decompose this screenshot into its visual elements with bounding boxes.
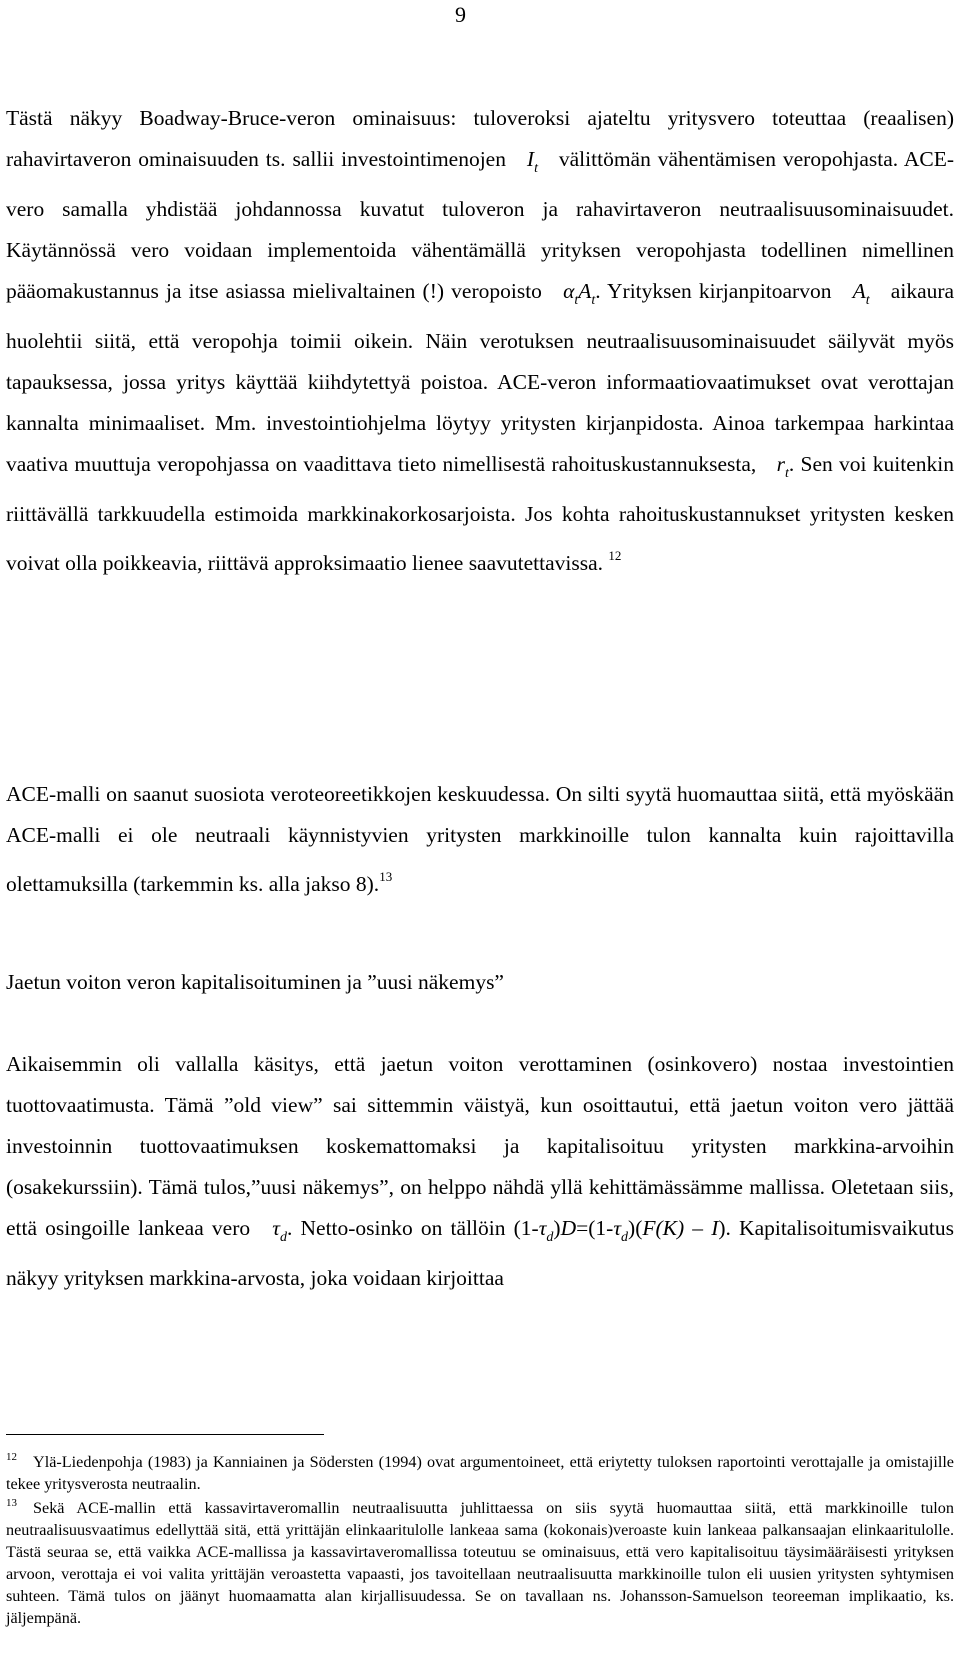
symbol-tau: τ	[538, 1216, 547, 1240]
paragraph-dividend-tax	[6, 1044, 954, 1299]
footnote-ref-13[interactable]: 13	[379, 869, 393, 884]
footnote-text: Ylä-Liedenpohja (1983) ja Kanniainen ja Södersten (1994) ovat argumentoineet, että eriytetty tuloksen raportointi verottajalle ja omistajille tekee yritysverosta neutraalin.	[6, 1453, 954, 1493]
footnote-divider	[6, 1434, 324, 1435]
footnote-12	[6, 1446, 954, 1495]
p1-text-a: Tästä näkyy Boadway-Bruce-veron ominaisuus: tuloveroksi ajateltu yritysvero toteuttaa (reaalisen) rahavirtaveron ominaisuuden ts. sallii investointimenojen	[6, 106, 954, 171]
subscript-t: t	[865, 293, 870, 308]
p1-text-b: välittömän vähentämisen veropohjasta. ACE-vero samalla yhdistää johdannossa kuvatut tuloveron ja rahavirtaveron neutraalisuusominaisuudet. Käytännössä vero voidaan implementoida vähentämällä yrityksen veropohjasta todellinen nimellinen pääomakustannus ja itse asiassa mielivaltainen (!) veropoisto	[6, 147, 955, 303]
footnote-text: Sekä ACE-mallin että kassavirtaveromallin neutraalisuutta juhlittaessa on siis syytä huomauttaa siitä, että markkinoille tulon neutraalisuusvaatimus edellyttää sitä, että yrittäjän elinkaaritulolle lankeaa sama (kokonais)veroaste kuin lankeaa palkansaajan elinkaaritulolle. Tästä seuraa se, että vaikka ACE-mallissa ja kassavirtaveromallissa toteutuu se ominaisuus, että vero kapitalisoituu täysimääräisesti yrityksen arvoon, verottaja ei voi valita yrittäjän veroastetta vapaasti, jos tavoitellaan neutraalisuutta markkinoille tulon eli uusien yritysten syhtymisen suhteen. Tämä tulos on jäänyt huomaamatta alan kirjallisuudessa. Se on tavallaan ns. Johansson-Samuelson teoreeman implikaatio, ks. jäljempänä.	[6, 1499, 954, 1627]
p3-text-d: =(1-	[576, 1216, 614, 1240]
paragraph-ace-model	[6, 774, 954, 905]
section-heading: Jaetun voiton veron kapitalisoituminen ja ”uusi näkemys”	[6, 970, 504, 994]
footnote-ref-12[interactable]: 12	[608, 548, 622, 563]
subscript-t: t	[534, 161, 538, 176]
footnote-number: 12	[6, 1451, 17, 1463]
symbol-A: A	[852, 279, 866, 303]
symbol-A: A	[578, 279, 592, 303]
symbol-I: I	[526, 147, 535, 171]
subscript-d: d	[546, 1230, 554, 1245]
symbol-D: D	[560, 1216, 577, 1240]
p1-text-e: . Sen voi kuitenkin riittävällä tarkkuudella estimoida markkinakorkosarjoista. Jos kohta rahoituskustannukset yritysten kesken voivat olla poikkeavia, riittävä approksimaatio lienee saavutettavissa.	[6, 452, 954, 575]
p1-text-d: aikaura huolehtii siitä, että veropohja toimii oikein. Näin verotuksen neutraalisuusominaisuudet säilyvät myös tapauksessa, jossa yritys käyttää kiihdytettyä poistoa. ACE-veron informaatiovaatimukset ovat verottajan kannalta minimaaliset. Mm. investointiohjelma löytyy yritysten kirjanpidosta. Ainoa tarkempaa harkintaa vaativa muuttuja veropohjassa on vaadittava tieto nimellisestä rahoituskustannuksesta,	[6, 279, 955, 476]
subscript-d: d	[279, 1230, 287, 1245]
subscript-t: t	[784, 466, 789, 481]
p3-text-f: ). Kapitalisoitumisvaikutus näkyy yrityksen markkina-arvosta, joka voidaan kirjoittaa	[6, 1216, 955, 1290]
p2-text: ACE-malli on saanut suosiota veroteoreetikkojen keskuudessa. On silti syytä huomauttaa siitä, että myöskään ACE-malli ei ole neutraali käynnistyvien yritysten markkinoille tulon kannalta kuin rajoittavilla olettamuksilla (tarkemmin ks. alla jakso 8).	[6, 782, 954, 896]
symbol-tau: τ	[613, 1216, 622, 1240]
symbol-alpha: α	[563, 279, 575, 303]
p3-text-b: . Netto-osinko on tällöin (1-	[286, 1216, 539, 1240]
subscript-t: t	[574, 293, 579, 308]
p1-text-c: . Yrityksen kirjanpitoarvon	[595, 279, 832, 303]
page-number: 9	[455, 2, 466, 27]
footnote-13	[6, 1492, 954, 1629]
subscript-d: d	[621, 1230, 629, 1245]
p3-text-a: Aikaisemmin oli vallalla käsitys, että jaetun voiton verottaminen (osinkovero) nostaa investointien tuottovaatimusta. Tämä ”old view” sai sittemmin väistyä, kun osoittautui, että jaetun voiton vero jättää investoinnin tuottovaatimuksen koskemattomaksi ja kapitalisoituu yritysten markkina-arvoihin (osakekurssiin). Tämä tulos,”uusi näkemys”, on helppo nähdä yllä kehittämässämme mallissa. Oletetaan siis, että osingoille lankeaa vero	[6, 1052, 954, 1240]
footnote-number: 13	[6, 1497, 17, 1509]
symbol-r: r	[776, 452, 785, 476]
symbol-tau: τ	[272, 1216, 280, 1240]
p3-text-c: )	[553, 1216, 561, 1240]
formula-FK-I: F(K) – I	[642, 1216, 719, 1240]
subscript-t: t	[591, 293, 596, 308]
paragraph-ace-tax	[6, 98, 954, 584]
p3-text-e: )(	[628, 1216, 643, 1240]
